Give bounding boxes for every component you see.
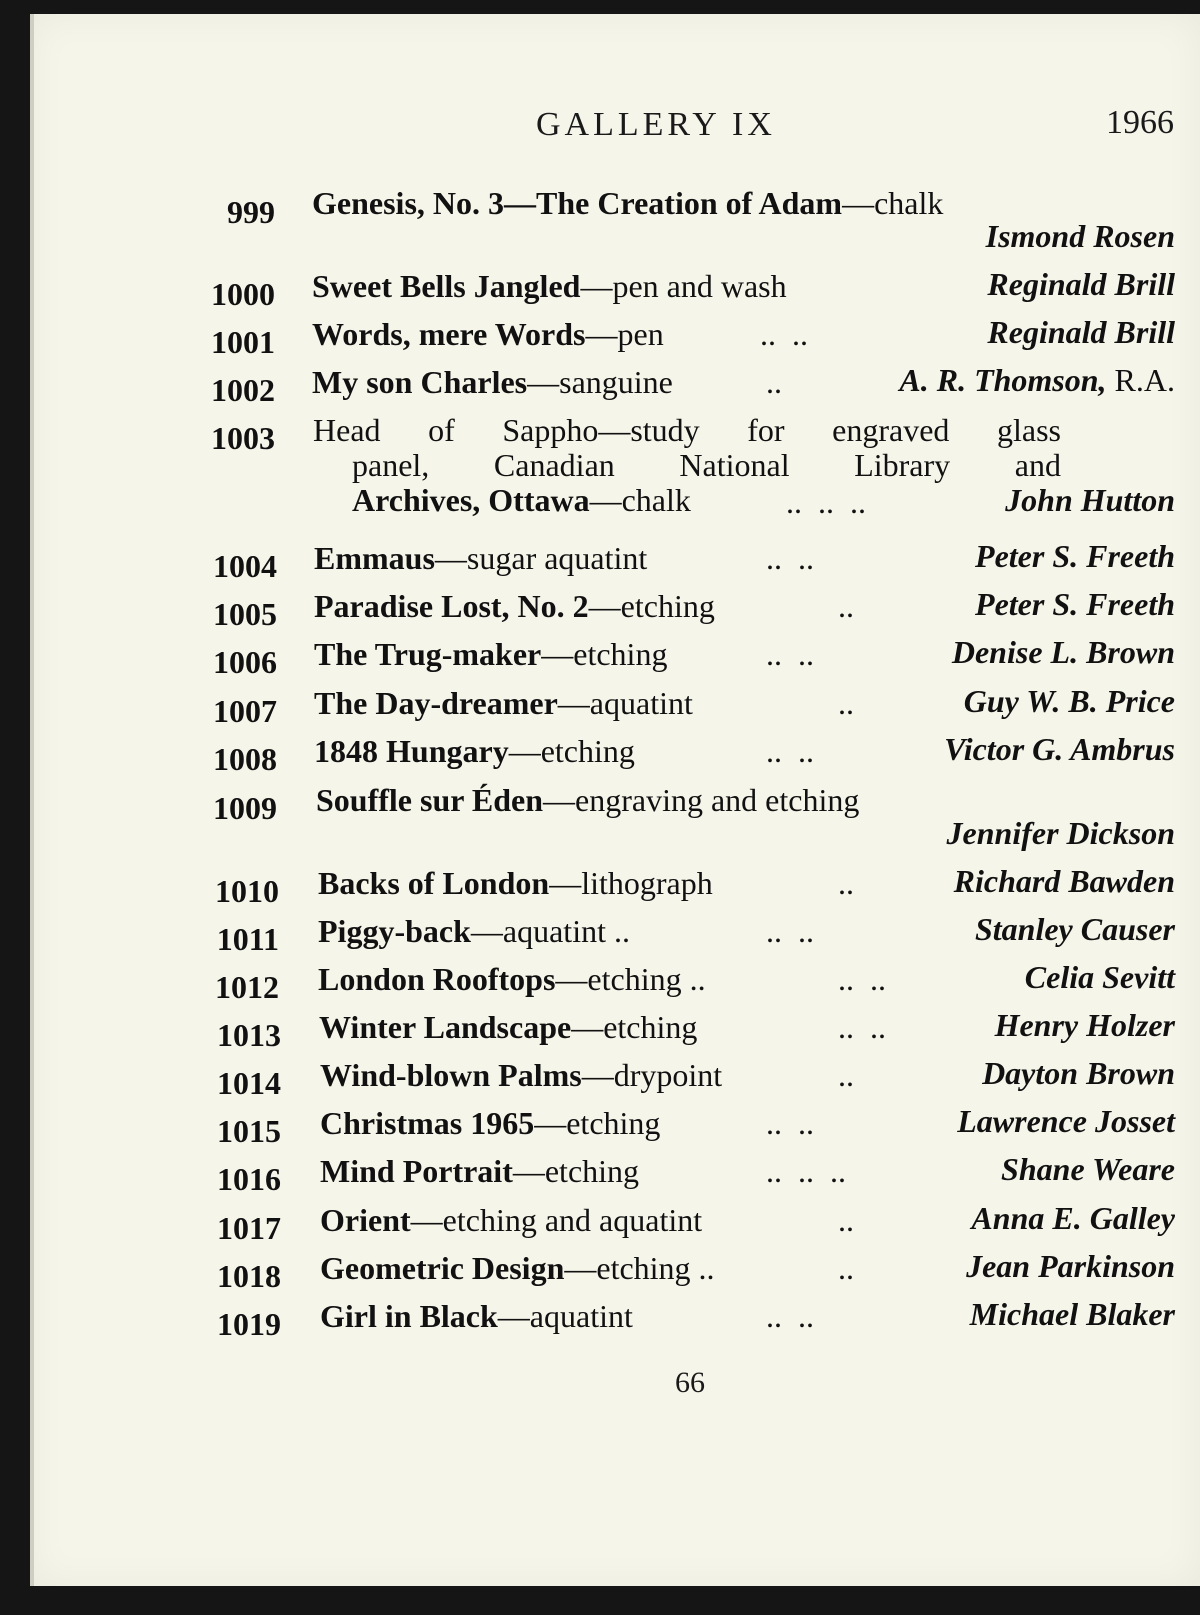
leader-dots: .. .. [766,1298,814,1334]
entry-number: 1016 [217,1161,281,1197]
leader-dots: .. [838,588,854,624]
leader-dots: .. .. [766,913,814,949]
entry-title: Wind-blown Palms [320,1057,582,1093]
catalogue-year: 1966 [1106,104,1174,141]
entry-artist: Guy W. B. Price [963,683,1175,719]
entry-title-line [320,1153,639,1190]
leader-dots: .. .. [766,733,814,769]
entry-title-line [312,185,943,222]
entry-number: 1005 [213,596,277,632]
entry-artist: Jean Parkinson [966,1248,1175,1284]
entry-artist: Peter S. Freeth [975,586,1175,622]
entry-title: London Rooftops [318,961,556,997]
entry-title-line [316,782,859,819]
entry-medium: —sugar aquatint [434,540,648,576]
entry-medium: —pen and wash [580,268,787,304]
entry-number: 1015 [217,1113,281,1149]
entry-artist: Reginald Brill [987,314,1175,350]
entry-number: 1001 [211,324,275,360]
leader-dots: .. [766,364,782,400]
entry-artist: Ismond Rosen [985,218,1175,254]
entry-number: 1002 [211,372,275,408]
entry-number: 1011 [216,921,279,957]
entry-number: 1008 [213,741,277,777]
entry-artist: Victor G. Ambrus [944,731,1175,767]
leader-dots: .. .. [766,1105,814,1141]
entry-number: 1014 [217,1065,281,1101]
entry-title-line-2: panel, Canadian National Library and [352,447,1061,483]
entry-number: 999 [227,194,275,230]
entry-title: Genesis, No. 3—The Creation of Adam [312,185,843,221]
entry-artist: Stanley Causer [974,911,1175,947]
entry-number: 1017 [217,1210,281,1246]
entry-number: 1004 [213,548,277,584]
entry-artist: Celia Sevitt [1024,959,1175,995]
entry-title: Mind Portrait [320,1153,513,1189]
leader-dots: .. .. .. [786,484,866,520]
entry-title-line [312,316,664,353]
artist-name: A. R. Thomson, [899,362,1107,398]
entry-medium: —etching [534,1105,661,1141]
entry-number: 1006 [213,644,277,680]
entry-title-line [320,1202,702,1239]
entry-title-line [314,636,667,673]
entry-title: Words, mere Words [312,316,586,352]
entry-medium: —sanguine [527,364,673,400]
entry-medium: —etching and aquatint [410,1202,703,1238]
entry-medium: —etching .. [555,961,706,997]
artist-honour: R.A. [1114,362,1175,398]
entry-title: Piggy-back [318,913,471,949]
entry-title-line [312,268,787,305]
entry-title-line [320,1298,633,1335]
entry-artist: Lawrence Josset [957,1103,1175,1139]
entry-title-line [319,1009,697,1046]
entry-title: My son Charles [312,364,528,400]
entry-title: Geometric Design [320,1250,565,1286]
entry-artist: Denise L. Brown [951,634,1175,670]
entry-title-line-3 [352,482,691,519]
entry-medium: —etching [541,636,668,672]
entry-artist: Michael Blaker [969,1296,1175,1332]
entry-title-line [318,961,706,998]
entry-title-line [312,364,673,401]
entry-title: Orient [320,1202,411,1238]
leader-dots: .. [838,865,854,901]
entry-number: 1012 [215,969,279,1005]
entry-medium: —drypoint [581,1057,723,1093]
entry-artist: Peter S. Freeth [975,538,1175,574]
entry-title: Winter Landscape [319,1009,572,1045]
entry-medium: —chalk [842,185,944,221]
entry-artist: Shane Weare [1001,1151,1175,1187]
entry-title: Paradise Lost, No. 2 [314,588,589,624]
leader-dots: .. .. [838,1009,886,1045]
entry-number: 1000 [211,276,275,312]
entry-title-line [314,588,715,625]
leader-dots: .. .. [766,636,814,672]
entry-medium: —pen [585,316,664,352]
entry-title-line [314,685,693,722]
entry-artist: John Hutton [1005,482,1175,518]
entry-title: Souffle sur Éden [316,782,544,818]
entry-artist: Dayton Brown [982,1055,1175,1091]
entry-medium: —aquatint [557,685,693,721]
entry-medium: —lithograph [549,865,713,901]
entry-medium: —etching [571,1009,698,1045]
gallery-title: GALLERY IX [536,106,776,143]
entry-title: Backs of London [318,865,550,901]
entry-title-line [314,540,647,577]
entry-title-line [318,913,630,950]
entry-title: Christmas 1965 [320,1105,535,1141]
page-number: 66 [675,1366,705,1399]
entry-number: 1018 [217,1258,281,1294]
entry-medium: —aquatint .. [470,913,630,949]
entry-artist: Anna E. Galley [971,1200,1175,1236]
entry-medium: —chalk [589,482,691,518]
entry-number: 1007 [213,693,277,729]
entry-number: 1003 [211,420,275,456]
leader-dots: .. .. [766,540,814,576]
entry-medium: —etching [508,733,635,769]
entry-artist: Richard Bawden [953,863,1175,899]
entry-number: 1019 [217,1306,281,1342]
entry-title: Emmaus [314,540,435,576]
entry-medium: —aquatint [497,1298,633,1334]
entry-medium: —etching [512,1153,640,1189]
entry-artist: Henry Holzer [994,1007,1175,1043]
leader-dots: .. .. [838,961,886,997]
entry-title: Archives, Ottawa [352,482,590,518]
entry-title: Girl in Black [320,1298,498,1334]
entry-title: The Trug-maker [314,636,542,672]
leader-dots: .. [838,685,854,721]
entry-title: 1848 Hungary [314,733,509,769]
entry-number: 1013 [217,1017,281,1053]
leader-dots: .. [838,1250,854,1286]
entry-title-line-1: Head of Sappho—study for engraved glass [313,412,1061,448]
entry-title-line [320,1057,722,1094]
entry-number: 1009 [213,790,277,826]
entry-artist: Jennifer Dickson [946,815,1175,851]
entry-title-line [320,1250,715,1287]
entry-medium: —etching [588,588,715,624]
entry-medium: —etching .. [564,1250,715,1286]
leader-dots: .. .. .. [766,1153,846,1189]
entry-artist [899,362,1175,399]
entry-medium: —engraving and etching [543,782,860,818]
leader-dots: .. [838,1057,854,1093]
entry-title: Sweet Bells Jangled [312,268,581,304]
leader-dots: .. .. [760,316,808,352]
entry-artist: Reginald Brill [987,266,1175,302]
entry-number: 1010 [215,873,279,909]
entry-title: The Day-dreamer [314,685,558,721]
entry-title-line [314,733,635,770]
entry-title-line [320,1105,660,1142]
page-edge [30,14,34,1586]
leader-dots: .. [838,1202,854,1238]
entry-title-line [318,865,713,902]
